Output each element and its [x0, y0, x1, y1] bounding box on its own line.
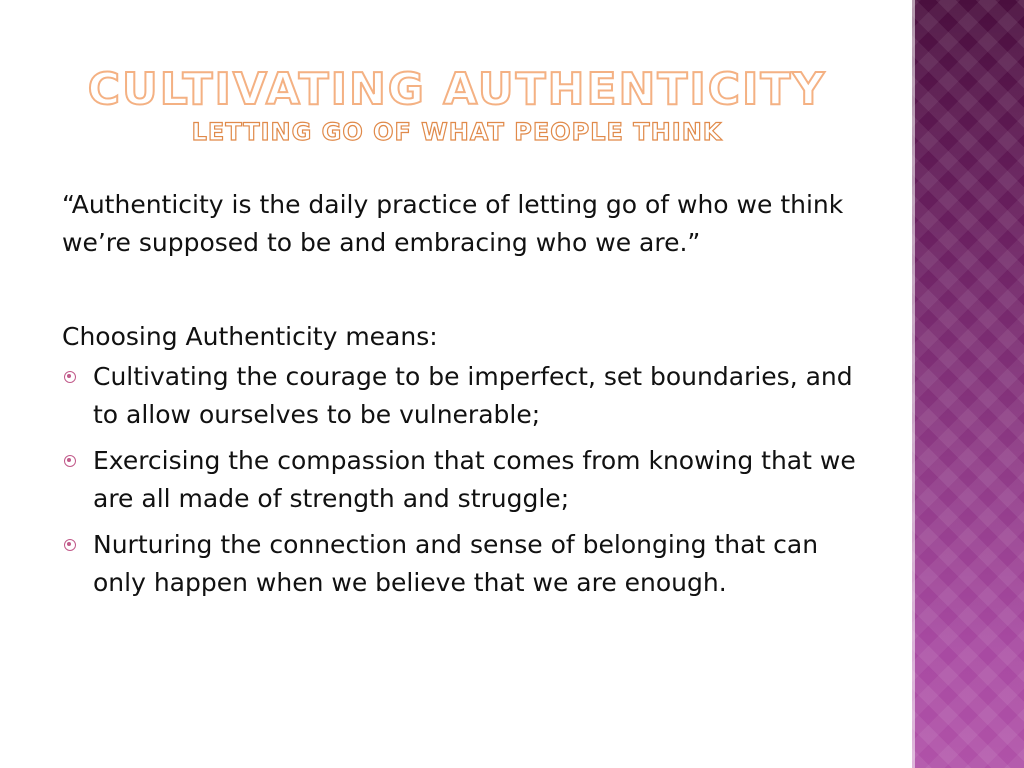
circle-bullet-icon — [64, 539, 76, 551]
list-item — [62, 442, 862, 518]
list-item — [62, 358, 862, 434]
circle-bullet-icon — [64, 371, 76, 383]
slide-body — [62, 186, 862, 610]
bullet-list-lead: Choosing Authenticity means: — [62, 322, 438, 351]
bullet-text: Cultivating the courage to be imperfect, set boundaries, and to allow ourselves to be vulnerable; — [93, 362, 853, 429]
slide-subtitle: LETTING GO OF WHAT PEOPLE THINK — [191, 118, 723, 146]
decorative-side-band — [912, 0, 1024, 768]
title-block — [62, 62, 852, 146]
side-band-edge — [912, 0, 915, 768]
bullet-list — [62, 358, 862, 602]
bullet-text: Nurturing the connection and sense of belonging that can only happen when we believe that we are enough. — [93, 530, 819, 597]
authenticity-quote: “Authenticity is the daily practice of letting go of who we think we’re supposed to be and embracing who we are.” — [62, 190, 844, 257]
slide-title: CULTIVATING AUTHENTICITY — [87, 64, 827, 115]
list-item — [62, 526, 862, 602]
bullet-text: Exercising the compassion that comes from knowing that we are all made of strength and struggle; — [93, 446, 856, 513]
circle-bullet-icon — [64, 455, 76, 467]
